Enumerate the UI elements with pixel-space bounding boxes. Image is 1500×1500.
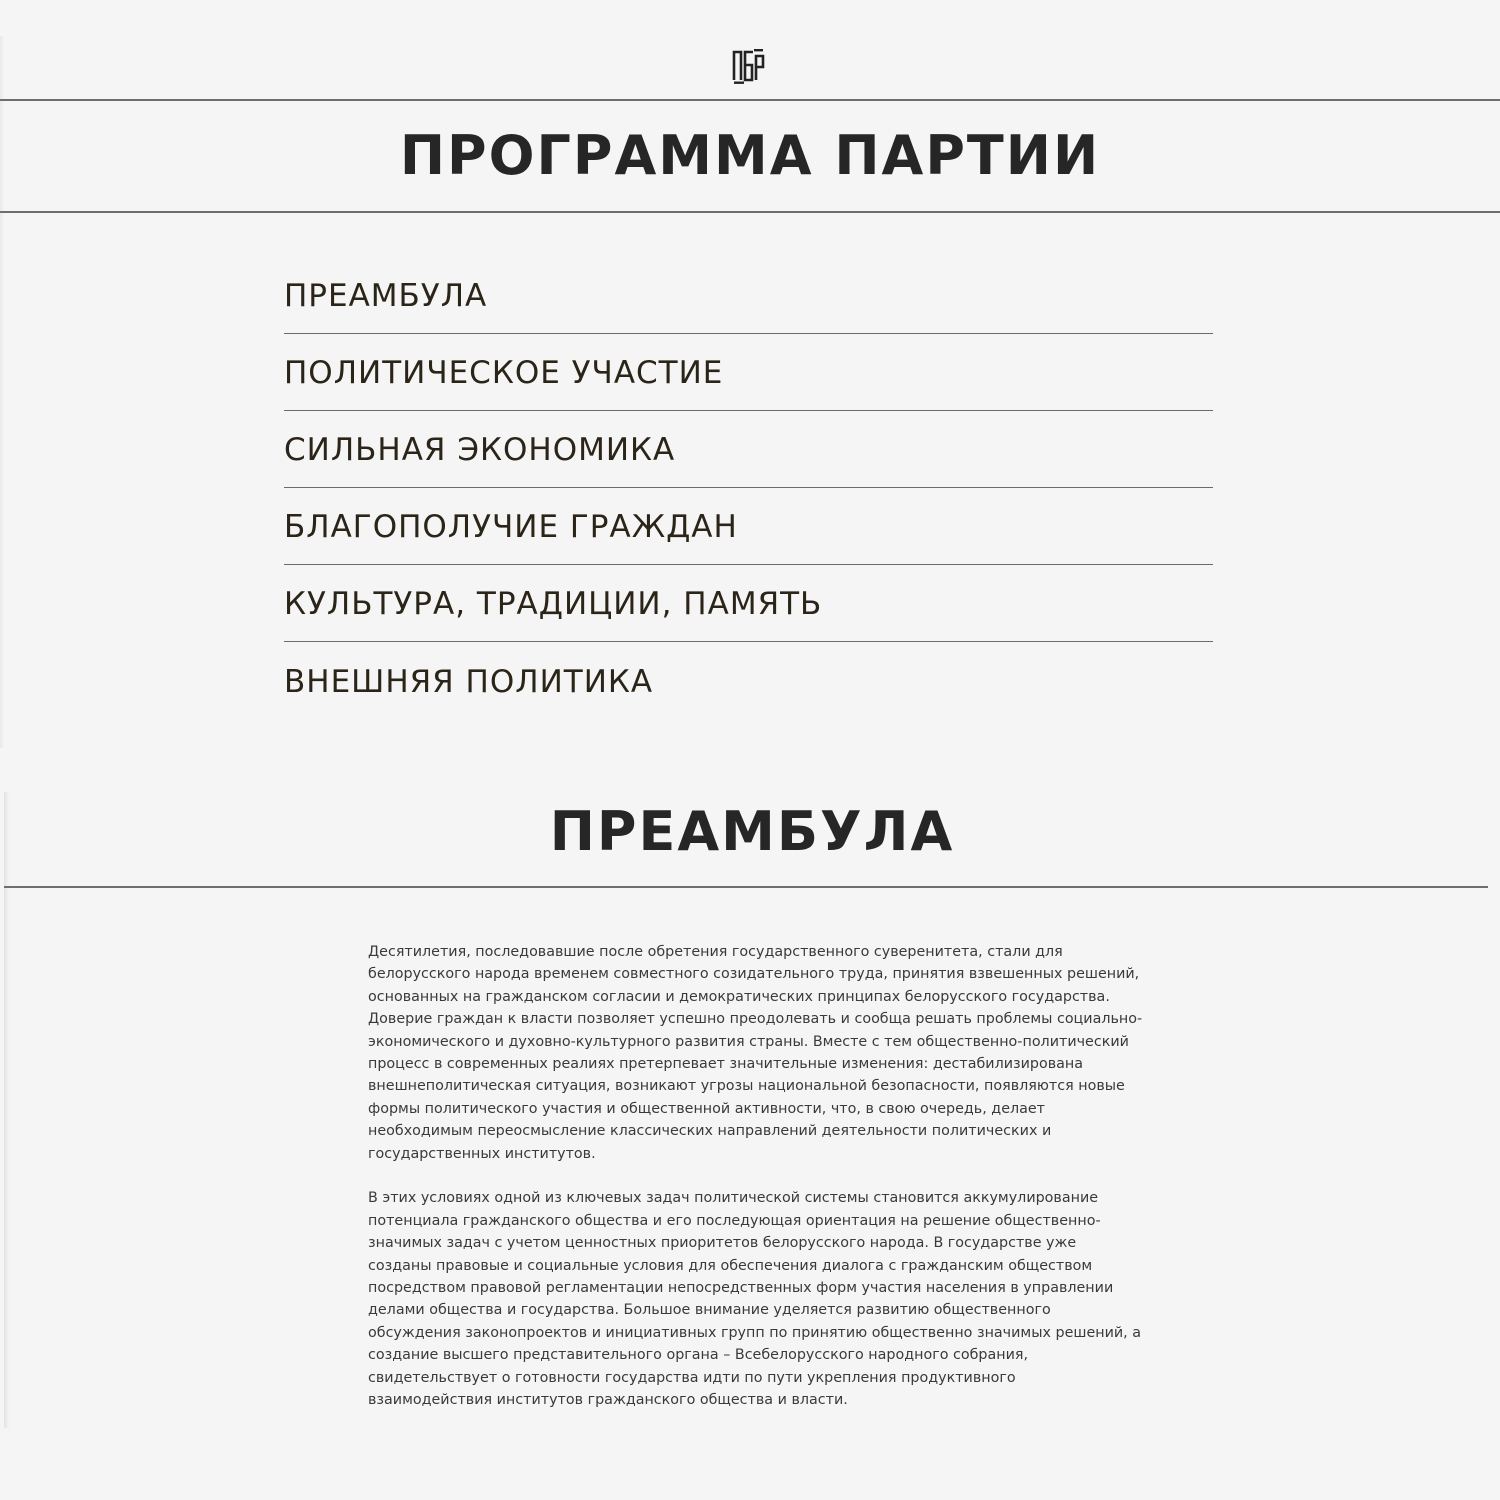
header-divider: [0, 99, 1500, 101]
toc-item-foreign-policy[interactable]: ВНЕШНЯЯ ПОЛИТИКА: [284, 663, 654, 700]
party-logo-icon[interactable]: [732, 48, 766, 84]
paragraph: В этих условиях одной из ключевых задач политической системы становится аккумулирование потенциала гражданского общества и его последующая ориентация на решение общественно-значимых задач с учетом ценностных приоритетов белорусского народа. В государстве уже созданы правовые и социальные условия для обеспечения диалога с гражданским обществом посредством правовой регламентации непосредственных форм участия населения в управлении делами общества и государства. Большое внимание уделяется развитию общественного обсуждения законопроектов и инициативных групп по принятию общественно значимых решений, а создание высшего представительного органа – Всебелорусского народного собрания, свидетельствует о готовности государства идти по пути укрепления продуктивного взаимодействия институтов гражданского общества и власти.: [368, 1190, 1142, 1409]
page-title: ПРОГРАММА ПАРТИИ: [399, 124, 1101, 187]
toc-item-strong-economy[interactable]: СИЛЬНАЯ ЭКОНОМИКА: [284, 411, 1213, 488]
program-contents-menu: [284, 256, 1213, 719]
toc-item-citizens-welfare[interactable]: БЛАГОПОЛУЧИЕ ГРАЖДАН: [284, 488, 1213, 565]
paragraph: Десятилетия, последовавшие после обретения государственного суверенитета, стали для белорусского народа временем совместного созидательного труда, принятия взвешенных решений, основанных на гражданском согласии и демократических принципах белорусского государства. Доверие граждан к власти позволяет успешно преодолевать и сообща решать проблемы социально-экономического и духовно-культурного развития страны. Вместе с тем общественно-политический процесс в современных реалиях претерпевает значительные изменения: дестабилизирована внешнеполитическая ситуация, возникают угрозы национальной безопасности, появляются новые формы политического участия и общественной активности, что, в свою очередь, делает необходимым переосмысление классических направлений деятельности политических и государственных институтов.: [368, 944, 1143, 1162]
toc-item-culture-traditions-memory[interactable]: КУЛЬТУРА, ТРАДИЦИИ, ПАМЯТЬ: [284, 565, 1213, 642]
section-divider: [4, 886, 1488, 888]
toc-item-preamble[interactable]: ПРЕАМБУЛА: [284, 256, 1213, 334]
toc-item-political-participation[interactable]: ПОЛИТИЧЕСКОЕ УЧАСТИЕ: [284, 334, 1213, 411]
preamble-text: [368, 941, 1143, 1434]
section-title: ПРЕАМБУЛА: [549, 800, 955, 863]
title-divider: [0, 211, 1500, 213]
